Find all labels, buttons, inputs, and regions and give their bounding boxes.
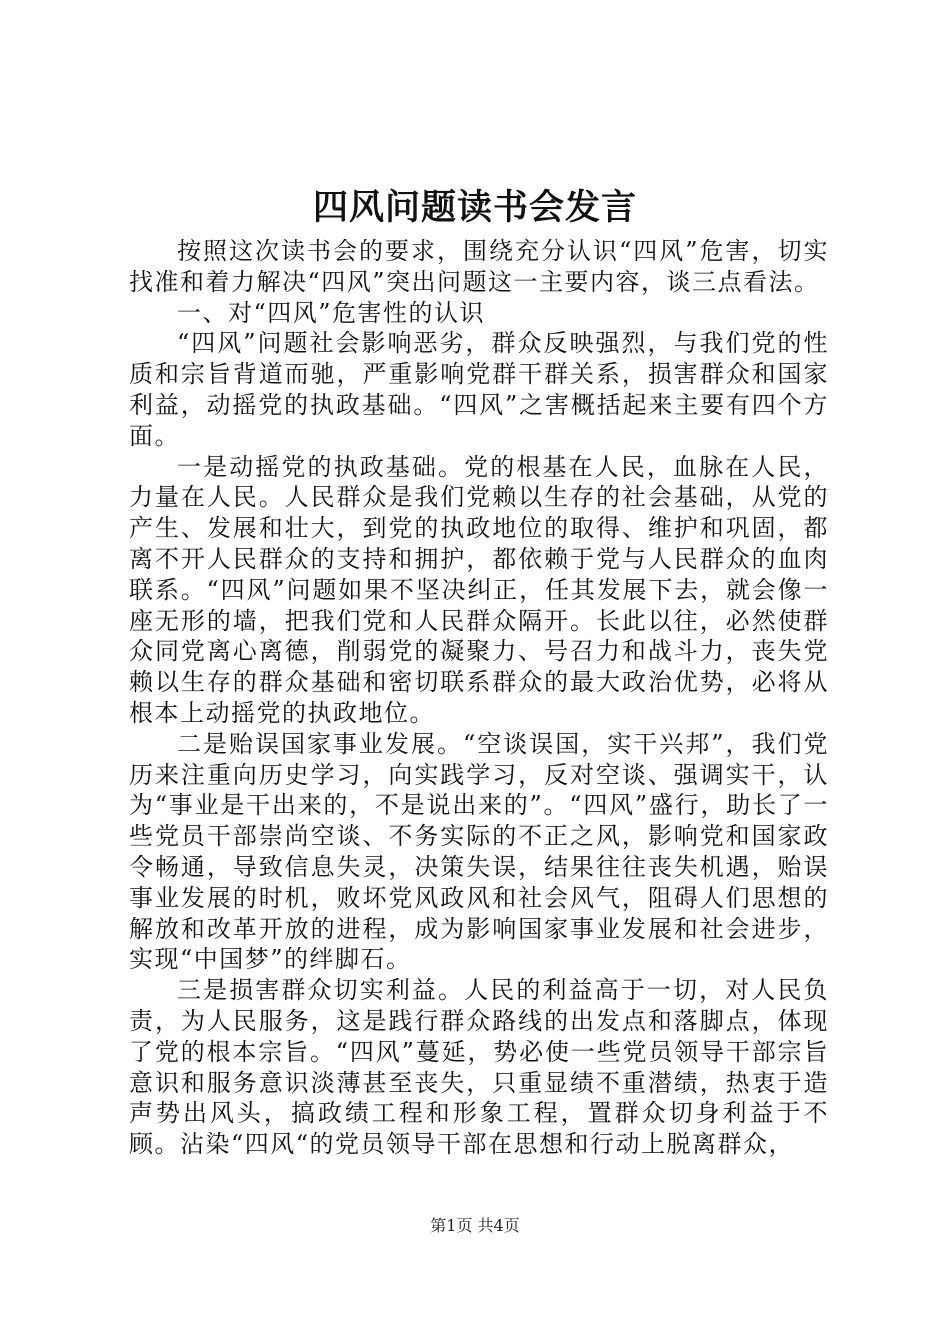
paragraph-point-2: 二是贻误国家事业发展。“空谈误国，实干兴邦”，我们党历来注重向历史学习，向实践学习，反对空谈、强调实干，认为“事业是干出来的，不是说出来的”。“四风”盛行，助长了一些党员干部崇尚空谈、不务实际的不正之风，影响党和国家政令畅通，导致信息失灵，决策失误，结果往往丧失机遇，贻误事业发展的时机，败坏党风政风和社会风气，阻碍人们思想的解放和改革开放的进程，成为影响国家事业发展和社会进步，实现“中国梦”的绊脚石。 (129, 729, 829, 974)
paragraph-point-1: 一是动摇党的执政基础。党的根基在人民，血脉在人民，力量在人民。人民群众是我们党赖以生存的社会基础，从党的产生、发展和壮大，到党的执政地位的取得、维护和巩固，都离不开人民群众的支持和拥护，都依赖于党与人民群众的血肉联系。“四风”问题如果不坚决纠正，任其发展下去，就会像一座无形的墙，把我们党和人民群众隔开。长此以往，必然使群众同党离心离德，削弱党的凝聚力、号召力和战斗力，丧失党赖以生存的群众基础和密切联系群众的最大政治优势，必将从根本上动摇党的执政地位。 (129, 452, 829, 727)
document-body (129, 236, 829, 1160)
document-title: 四风问题读书会发言 (312, 187, 637, 228)
page-number-footer: 第1页 共4页 (430, 1216, 520, 1235)
paragraph-intro: 按照这次读书会的要求，围绕充分认识“四风”危害，切实找准和着力解决“四风”突出问题这一主要内容，谈三点看法。 (129, 237, 829, 296)
paragraph-point-3: 三是损害群众切实利益。人民的利益高于一切，对人民负责，为人民服务，这是践行群众路线的出发点和落脚点，体现了党的根本宗旨。“四风”蔓延，势必使一些党员领导干部宗旨意识和服务意识淡薄甚至丧失，只重显绩不重潜绩，热衷于造声势出风头，搞政绩工程和形象工程，置群众切身利益于不顾。沾染“四风“的党员领导干部在思想和行动上脱离群众， (129, 976, 829, 1159)
paragraph-overview: “四风”问题社会影响恶劣，群众反映强烈，与我们党的性质和宗旨背道而驰，严重影响党群干群关系，损害群众和国家利益，动摇党的执政基础。“四风”之害概括起来主要有四个方面。 (129, 329, 829, 450)
section-heading-1: 一、对“四风”危害性的认识 (177, 298, 486, 327)
